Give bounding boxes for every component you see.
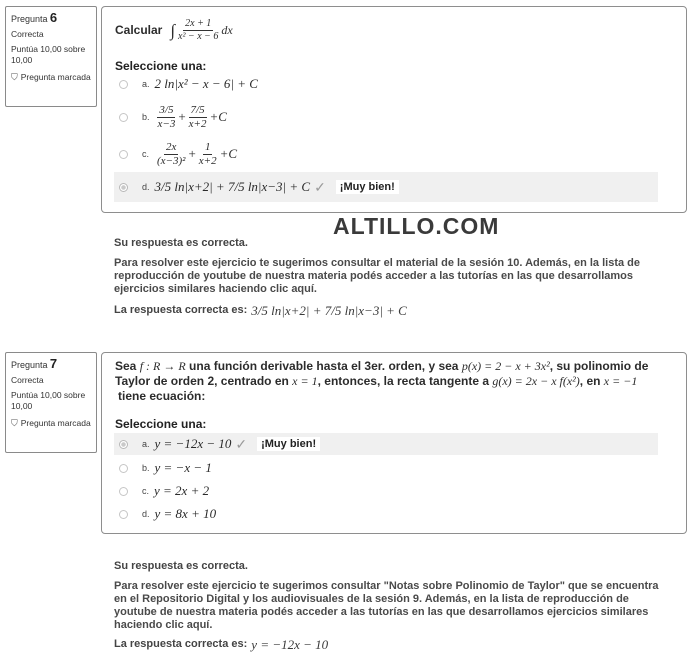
- option-letter: d.: [142, 509, 150, 519]
- option-letter: a.: [142, 79, 150, 89]
- option-math: y = −12x − 10: [154, 436, 232, 451]
- correct-answer: [114, 304, 674, 317]
- question-label: Pregunta: [11, 14, 48, 24]
- option-fraction: $\frac{7/5}{x+2}$: [188, 103, 207, 130]
- flag-icon: ⛉: [11, 418, 18, 428]
- question-prompt: [115, 19, 233, 42]
- question-6-info: [5, 6, 97, 107]
- option-feedback: ¡Muy bien!: [336, 180, 399, 194]
- hint-text: Para resolver este ejercicio te sugerimos consultar "Notas sobre Polinomio de Taylor" que se encuentra en el Repositorio Digital y los audiovisuales de la sesión 9. Además, en la lista de reproducción de youtube de nuestra materia podés acceder a las tutorías en las que desarrollamos ejercicios similares haciendo clic aquí.: [114, 580, 659, 631]
- option-a[interactable]: [114, 433, 658, 455]
- question-number: 6: [49, 10, 58, 25]
- option-math: y = −x − 1: [154, 460, 212, 475]
- option-c[interactable]: c. $\frac{2x}{\text{(x−3)²}}$ + $\frac{1}{x+2}$ +C: [114, 137, 658, 171]
- watermark: ALTILLO.COM: [333, 213, 500, 239]
- option-letter: a.: [142, 439, 150, 449]
- question-prompt: Sea f : R → R una función derivable hasta el 3er. orden, y sea p(x) = 2 − x + 3x², su polinomio de Taylor de orden 2, centrado en x = 1, entonces, la recta tangente a g(x) = 2x − x f(x²), en x = −1 tiene ecuación:: [115, 359, 649, 403]
- question-score: Puntúa 10,00 sobre 10,00: [11, 390, 86, 411]
- option-fraction: $\frac{1}{x+2}$: [198, 140, 217, 167]
- radio-button[interactable]: [119, 113, 128, 122]
- option-letter: c.: [142, 486, 150, 496]
- option-math: y = 8x + 10: [154, 506, 217, 521]
- hint-text: Para resolver este ejercicio te sugerimos consultar el material de la sesión 10. Además, en la lista de reproducción de youtube de nuestra materia podés acceder a las tutorías en las que desarrollamos ejercicios similares haciendo clic aquí.: [114, 257, 641, 295]
- question-state: Correcta: [11, 375, 44, 385]
- integrand-fraction: $\frac{2x + 1}{\text{x² − x − 6}}$: [178, 18, 219, 42]
- answer-label: La respuesta correcta es:: [114, 638, 248, 650]
- integral-sign: ∫: [170, 21, 176, 40]
- flag-question-toggle[interactable]: [11, 72, 91, 83]
- radio-button[interactable]: [119, 510, 128, 519]
- result-text: Su respuesta es correcta.: [114, 560, 248, 572]
- option-a[interactable]: [114, 75, 658, 93]
- question-6-feedback: [114, 237, 674, 317]
- option-d[interactable]: [114, 172, 658, 202]
- checkmark-icon: ✓: [235, 435, 248, 452]
- option-math: y = 2x + 2: [154, 483, 210, 498]
- differential: dx: [221, 23, 233, 37]
- answer-math: 3/5 ln|x+2| + 7/5 ln|x−3| + C: [251, 303, 407, 318]
- option-letter: b.: [142, 112, 150, 122]
- flag-label: Pregunta marcada: [20, 418, 91, 428]
- question-state: Correcta: [11, 29, 44, 39]
- result-text: Su respuesta es correcta.: [114, 237, 248, 249]
- correct-answer: [114, 638, 674, 651]
- select-one-label: Seleccione una:: [115, 417, 207, 431]
- option-tail: +C: [219, 146, 238, 161]
- radio-button[interactable]: [119, 487, 128, 496]
- question-score: Puntúa 10,00 sobre 10,00: [11, 44, 86, 65]
- answer-label: La respuesta correcta es:: [114, 304, 248, 316]
- flag-label: Pregunta marcada: [20, 72, 91, 82]
- question-7-content: [101, 352, 687, 534]
- question-7-info: [5, 352, 97, 453]
- option-c[interactable]: [114, 482, 658, 500]
- option-b[interactable]: b. $\frac{3/5}{x-3}$ + $\frac{7/5}{x+2}$ +C: [114, 99, 658, 135]
- radio-button-selected[interactable]: [119, 440, 128, 449]
- option-fraction: $\frac{2x}{\text{(x−3)²}}$: [157, 140, 186, 167]
- option-feedback: ¡Muy bien!: [257, 437, 320, 451]
- question-number: 7: [49, 356, 58, 371]
- prompt-text: Calcular: [115, 23, 163, 37]
- radio-button[interactable]: [119, 464, 128, 473]
- option-letter: b.: [142, 463, 150, 473]
- answer-math: y = −12x − 10: [251, 637, 329, 652]
- question-label: Pregunta: [11, 360, 48, 370]
- option-math: 3/5 ln|x+2| + 7/5 ln|x−3| + C: [154, 179, 311, 194]
- radio-button-selected[interactable]: [119, 183, 128, 192]
- select-one-label: Seleccione una:: [115, 59, 207, 73]
- flag-question-toggle[interactable]: [11, 418, 91, 429]
- question-6-content: [101, 6, 687, 213]
- checkmark-icon: ✓: [314, 178, 326, 195]
- question-7-feedback: [114, 560, 674, 651]
- option-b[interactable]: [114, 459, 658, 477]
- option-letter: d.: [142, 182, 150, 192]
- radio-button[interactable]: [119, 150, 128, 159]
- option-letter: c.: [142, 149, 150, 159]
- flag-icon: ⛉: [11, 72, 18, 82]
- option-fraction: $\frac{3/5}{x-3}$: [157, 103, 176, 130]
- radio-button[interactable]: [119, 80, 128, 89]
- option-d[interactable]: [114, 505, 658, 523]
- option-math: 2 ln|x² − x − 6| + C: [154, 76, 258, 91]
- option-tail: +C: [209, 109, 227, 124]
